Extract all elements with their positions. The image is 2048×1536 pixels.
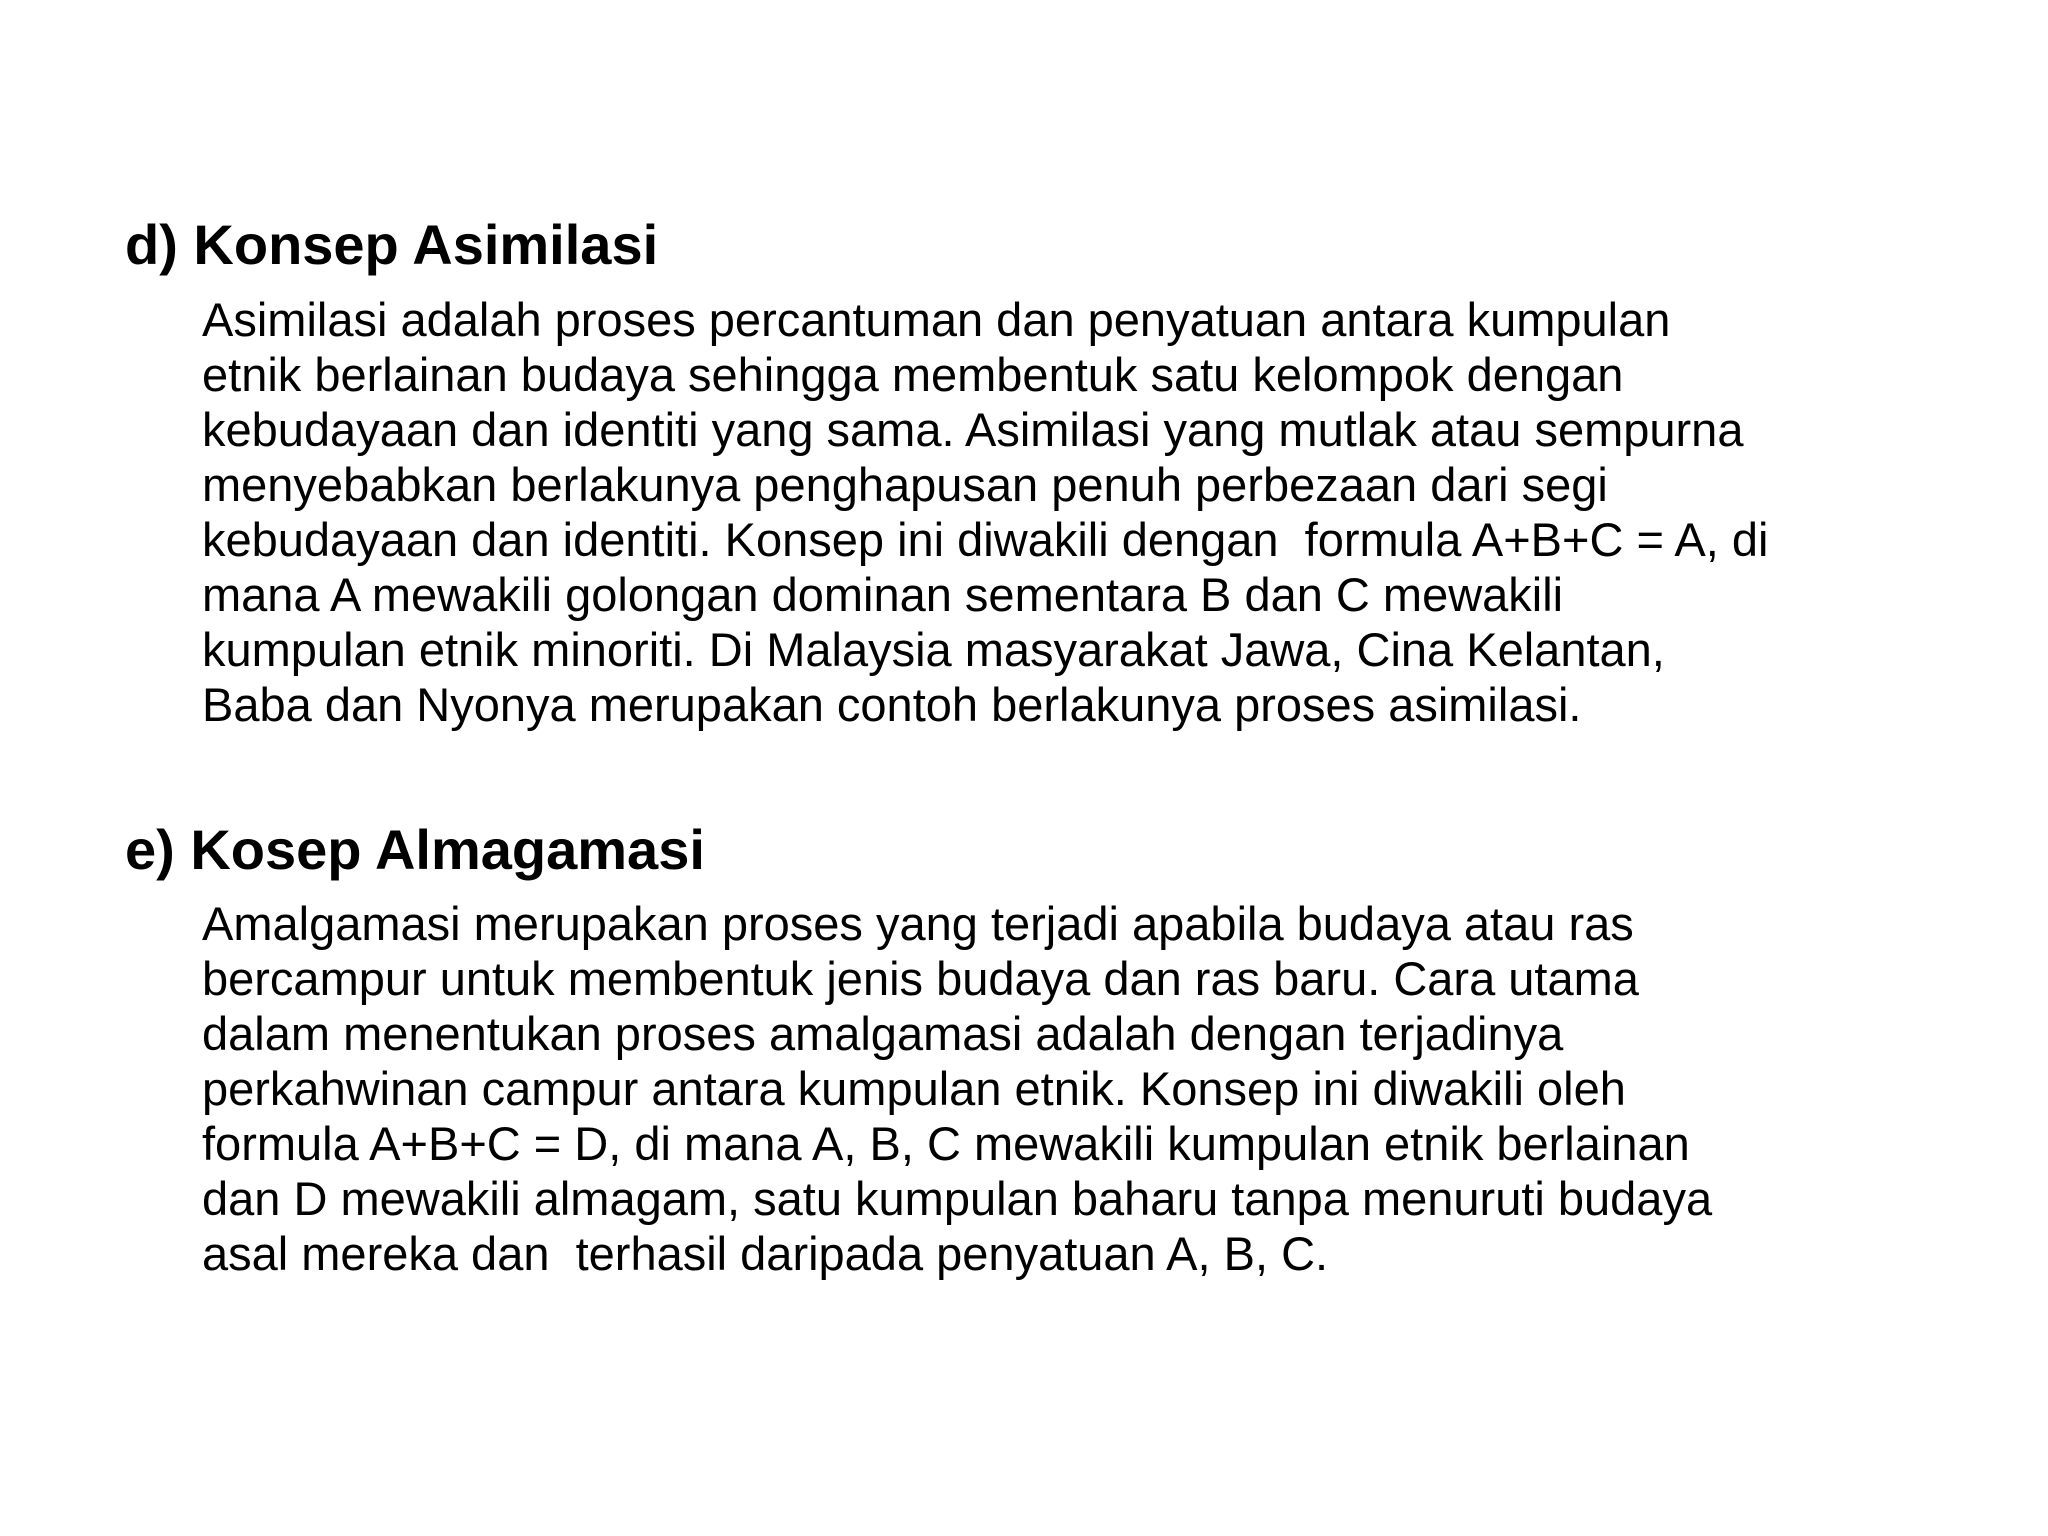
section-body-almagamasi (202, 896, 1712, 1281)
body-line: Asimilasi adalah proses percantuman dan penyatuan antara kumpulan (202, 293, 1671, 346)
body-line: bercampur untuk membentuk jenis budaya dan ras baru. Cara utama (202, 952, 1639, 1005)
body-line: dan D mewakili almagam, satu kumpulan baharu tanpa menuruti budaya (202, 1172, 1713, 1225)
body-line: perkahwinan campur antara kumpulan etnik. Konsep ini diwakili oleh (202, 1062, 1626, 1115)
body-line: kumpulan etnik minoriti. Di Malaysia masyarakat Jawa, Cina Kelantan, (202, 623, 1665, 676)
body-line: dalam menentukan proses amalgamasi adalah dengan terjadinya (202, 1007, 1564, 1060)
section-heading-asimilasi: d) Konsep Asimilasi (125, 213, 659, 276)
body-line: Baba dan Nyonya merupakan contoh berlakunya proses asimilasi. (202, 678, 1582, 731)
body-line: mana A mewakili golongan dominan sementara B dan C mewakili (202, 568, 1564, 621)
section-body-asimilasi (202, 292, 1768, 732)
body-line: asal mereka dan terhasil daripada penyatuan A, B, C. (202, 1227, 1329, 1280)
body-line: menyebabkan berlakunya penghapusan penuh perbezaan dari segi (202, 458, 1608, 511)
body-line: kebudayaan dan identiti. Konsep ini diwakili dengan formula A+B+C = A, di (202, 513, 1769, 566)
body-line: etnik berlainan budaya sehingga membentuk satu kelompok dengan (202, 348, 1624, 401)
body-line: formula A+B+C = D, di mana A, B, C mewakili kumpulan etnik berlainan (202, 1117, 1690, 1170)
body-line: kebudayaan dan identiti yang sama. Asimilasi yang mutlak atau sempurna (202, 403, 1744, 456)
section-heading-almagamasi: e) Kosep Almagamasi (125, 818, 705, 881)
body-line: Amalgamasi merupakan proses yang terjadi apabila budaya atau ras (202, 897, 1634, 950)
